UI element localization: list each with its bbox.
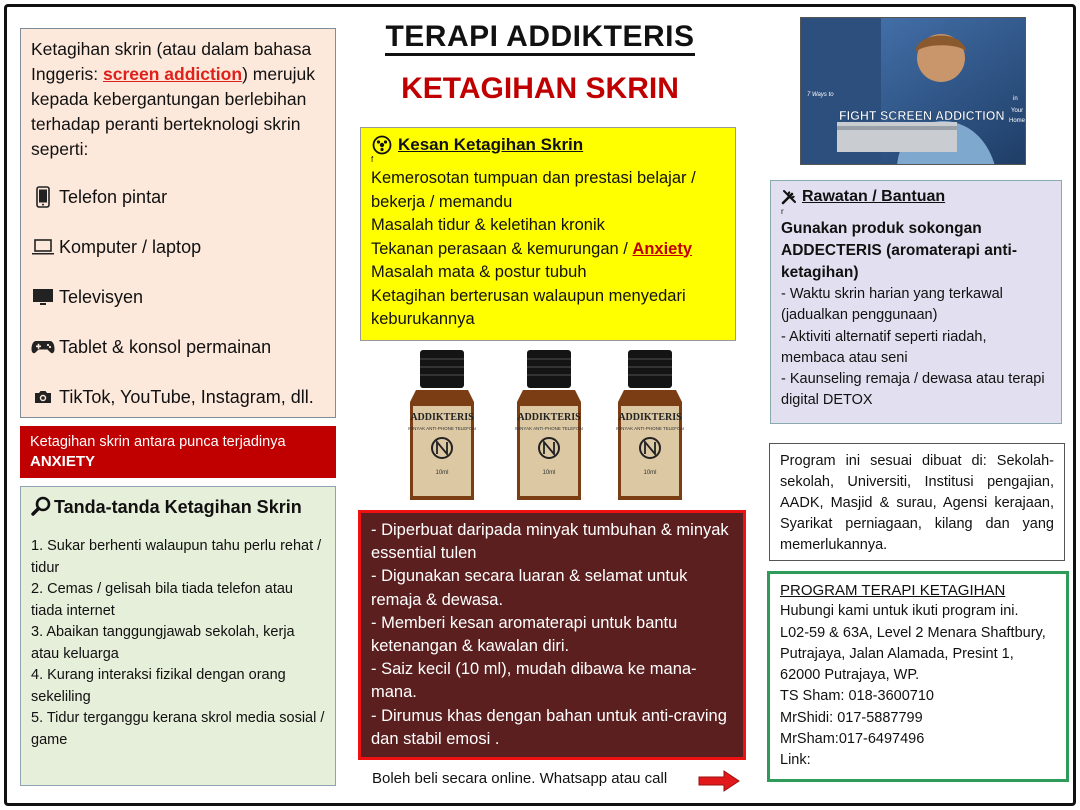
feature-item: - Diperbuat daripada minyak tumbuhan & minyak essential tulen — [371, 521, 729, 563]
effect-item: Tekanan perasaan & kemurungan / Anxiety — [371, 239, 693, 258]
buy-online-text: Boleh beli secara online. Whatsapp atau call — [372, 770, 668, 787]
svg-text:MINYAK ANTI-PHONE TELEFON: MINYAK ANTI-PHONE TELEFON — [408, 426, 476, 431]
laptop-icon — [31, 238, 55, 256]
svg-text:10ml: 10ml — [643, 470, 657, 476]
product-features-box — [358, 510, 746, 760]
contact-link[interactable]: Link: — [780, 752, 811, 769]
smartphone-icon — [31, 186, 55, 208]
tools-icon — [781, 189, 797, 205]
device-item-laptop: Komputer / laptop — [31, 222, 325, 272]
svg-text:ADDIKTERIS: ADDIKTERIS — [410, 412, 474, 423]
signs-title: Tanda-tanda Ketagihan Skrin — [31, 495, 325, 522]
svg-text:7 Ways to: 7 Ways to — [807, 92, 834, 98]
contact-box — [767, 571, 1069, 782]
treatment-title: Rawatan / Bantuan — [781, 188, 1051, 206]
sign-item: 1. Sukar berhenti walaupun tahu perlu rehat / tidur — [31, 538, 322, 576]
sign-item: 3. Abaikan tanggungjawab sekolah, kerja atau keluarga — [31, 624, 295, 662]
gamepad-icon — [31, 339, 55, 355]
effect-item: Ketagihan berterusan walaupun menyedari keburukannya — [371, 286, 686, 328]
svg-text:Your: Your — [1011, 108, 1024, 114]
main-title: TERAPI ADDIKTERIS — [360, 20, 720, 54]
definition-text: Ketagihan skrin (atau dalam bahasa Inggeris: screen addiction) merujuk kepada kebergantungan berlebihan terhadap peranti berteknologi skrin seperti: — [31, 39, 315, 159]
anxiety-cause-banner — [20, 426, 336, 478]
feature-item: - Memberi kesan aromaterapi untuk bantu ketenangan & kawalan diri. — [371, 613, 678, 656]
treatment-item: - Aktiviti alternatif seperti riadah, membaca atau seni — [781, 328, 987, 366]
product-bottle — [511, 350, 587, 502]
television-icon — [31, 288, 55, 306]
treatment-box — [770, 180, 1062, 424]
svg-text:ADDIKTERIS: ADDIKTERIS — [517, 412, 581, 423]
svg-text:FIGHT SCREEN ADDICTION: FIGHT SCREEN ADDICTION — [839, 109, 1005, 123]
cause-emphasis: ANXIETY — [30, 453, 96, 470]
effect-item: Masalah tidur & keletihan kronik — [371, 216, 605, 234]
product-bottle — [612, 350, 688, 502]
device-item-gaming: Tablet & konsol permainan — [31, 322, 325, 372]
contact-phone[interactable]: MrShidi: 017-5887799 — [780, 709, 923, 726]
svg-text:in: in — [1013, 96, 1018, 102]
treatment-lead: Gunakan produk sokongan ADDECTERIS (aromaterapi anti-ketagihan) — [781, 220, 1017, 281]
svg-text:10ml: 10ml — [542, 470, 556, 476]
treatment-item: - Waktu skrin harian yang terkawal (jadualkan penggunaan) — [781, 286, 1003, 324]
device-item-television: Televisyen — [31, 272, 325, 322]
biohazard-icon — [371, 135, 393, 155]
svg-text:10ml: 10ml — [435, 470, 449, 476]
feature-item: - Saiz kecil (10 ml), mudah dibawa ke mana-mana. — [371, 660, 697, 702]
effects-stray-char: f — [371, 155, 374, 164]
contact-phone[interactable]: TS Sham: 018-3600710 — [780, 688, 934, 705]
svg-text:Home: Home — [1009, 118, 1026, 124]
definition-box — [20, 28, 336, 418]
sign-item: 4. Kurang interaksi fizikal dengan orang sekeliling — [31, 667, 286, 705]
contact-phone[interactable]: MrSham:017-6497496 — [780, 731, 925, 748]
svg-text:MINYAK ANTI-PHONE TELEFON: MINYAK ANTI-PHONE TELEFON — [616, 426, 684, 431]
effect-item: Kemerosotan tumpuan dan prestasi belajar / bekerja / memandu — [371, 169, 696, 211]
sign-item: 5. Tidur terganggu kerana skrol media sosial / game — [31, 710, 325, 748]
feature-item: - Digunakan secara luaran & selamat untuk remaja & dewasa. — [371, 567, 688, 609]
device-item-social-media: TikTok, YouTube, Instagram, dll. — [31, 372, 325, 422]
treatment-stray-char: r — [781, 207, 784, 216]
cause-text: Ketagihan skrin antara punca terjadinya — [30, 434, 286, 450]
effects-title: Kesan Ketagihan Skrin — [371, 135, 725, 155]
contact-title: PROGRAM TERAPI KETAGIHAN — [780, 582, 1006, 599]
anxiety-highlight: Anxiety — [632, 239, 693, 258]
sign-item: 2. Cemas / gelisah bila tiada telefon atau tiada internet — [31, 581, 293, 619]
camera-icon — [31, 390, 55, 404]
effects-box — [360, 127, 736, 341]
magnifier-icon — [31, 496, 51, 522]
sub-title: KETAGIHAN SKRIN — [401, 72, 679, 105]
arrow-right-icon — [698, 770, 740, 792]
screen-addiction-highlight: screen addiction — [102, 64, 243, 84]
program-venues-box: Program ini sesuai dibuat di: Sekolah-sekolah, Universiti, Institusi pengajian, AADK, Masjid & surau, Agensi kerajaan, Syarikat perniagaan, kilang dan yang memerlukannya. — [769, 443, 1065, 561]
svg-text:MINYAK ANTI-PHONE TELEFON: MINYAK ANTI-PHONE TELEFON — [515, 426, 583, 431]
feature-item: - Dirumus khas dengan bahan untuk anti-craving dan stabil emosi . — [371, 706, 727, 748]
treatment-item: - Kaunseling remaja / dewasa atau terapi digital DETOX — [781, 371, 1045, 409]
contact-address: L02-59 & 63A, Level 2 Menara Shaftbury, Putrajaya, Jalan Alamada, Presint 1, 62000 Putrajaya, WP. — [780, 624, 1046, 684]
svg-text:ADDIKTERIS: ADDIKTERIS — [618, 412, 682, 423]
device-item-smartphone: Telefon pintar — [31, 172, 325, 222]
signs-box — [20, 486, 336, 786]
effect-item: Masalah mata & postur tubuh — [371, 263, 587, 281]
contact-line: Hubungi kami untuk ikuti program ini. — [780, 603, 1019, 620]
screen-addiction-photo — [800, 17, 1026, 165]
product-bottle — [404, 350, 480, 502]
